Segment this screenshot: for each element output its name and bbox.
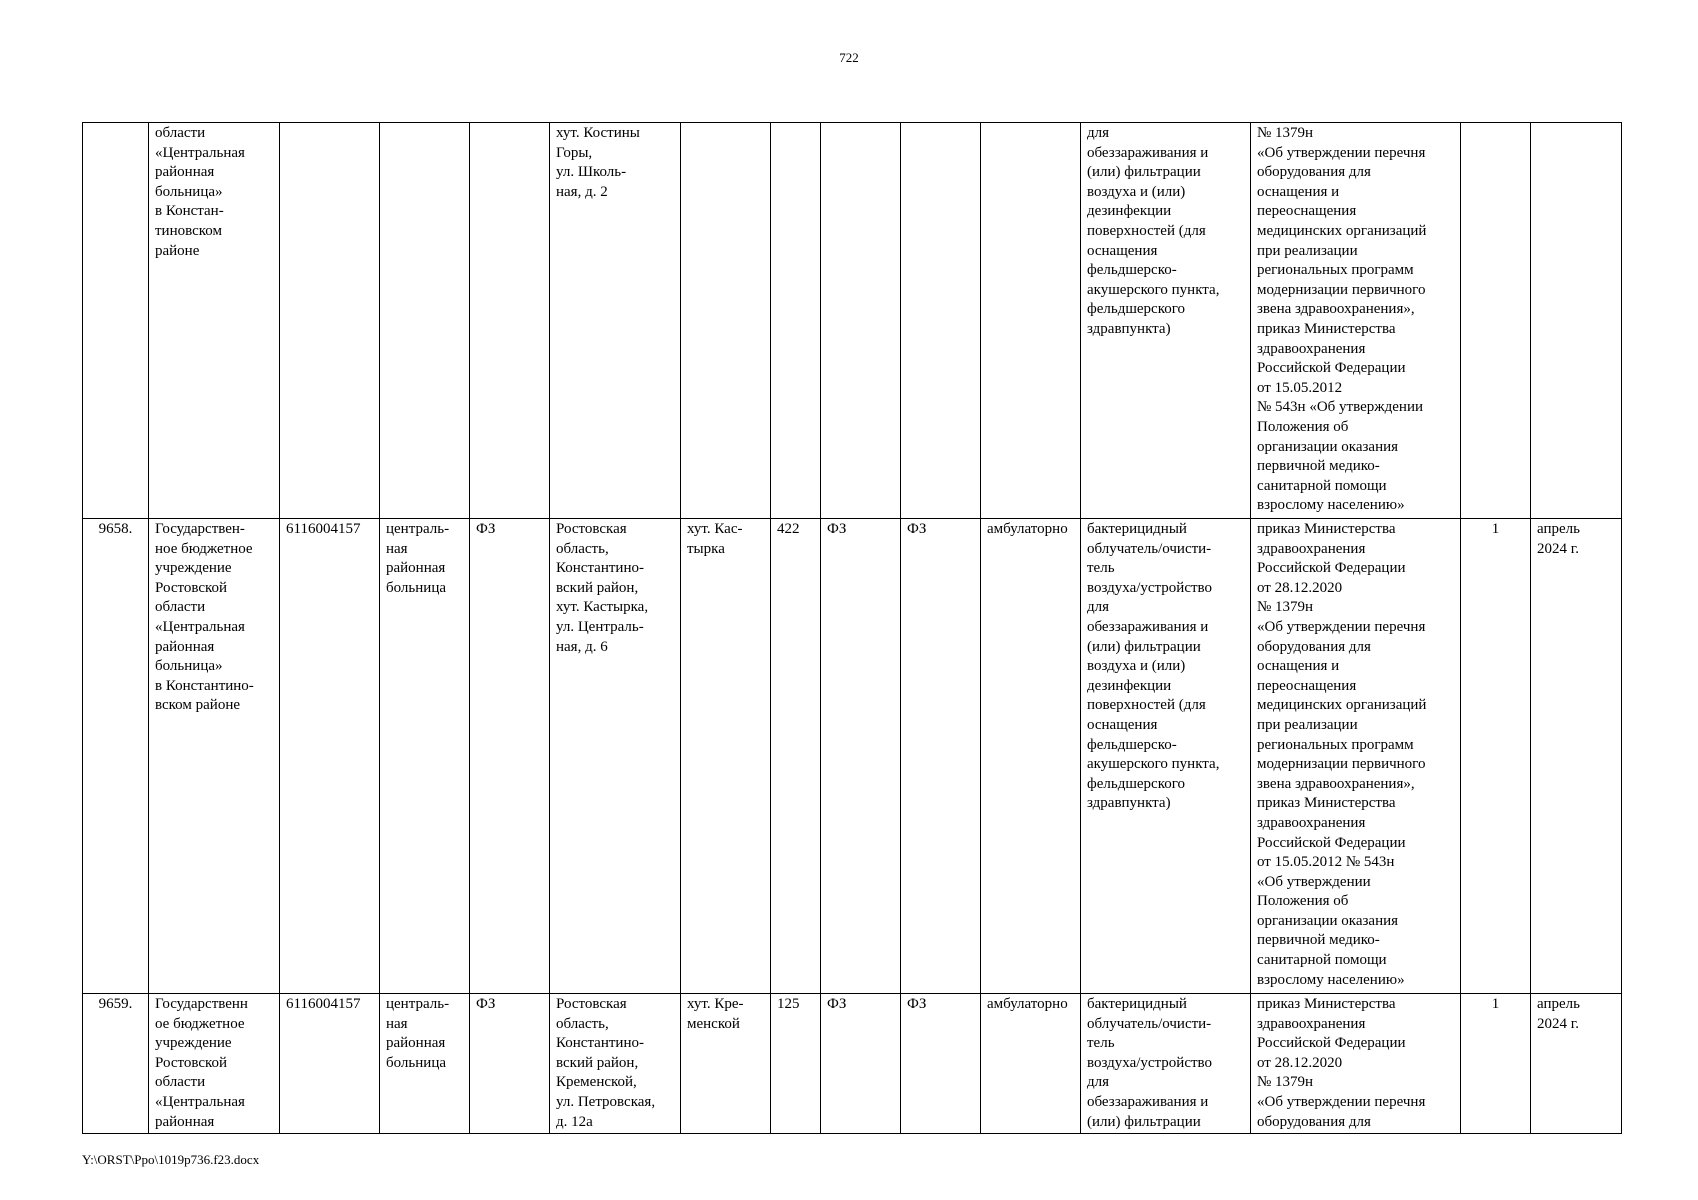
row-number: 9659. xyxy=(83,994,149,1134)
quantity-cell: 1 xyxy=(1461,519,1531,994)
organization-type: централь- ная районная больница xyxy=(380,519,470,994)
organization-name: Государственн ое бюджетное учреждение Ростовской области «Центральная районная xyxy=(149,994,280,1134)
fz-cell: ФЗ xyxy=(821,994,901,1134)
fz-cell: ФЗ xyxy=(821,519,901,994)
care-mode-cell: амбулаторно xyxy=(981,994,1081,1134)
fz-cell xyxy=(470,123,550,519)
fz-cell: ФЗ xyxy=(901,994,981,1134)
population-cell: 125 xyxy=(771,994,821,1134)
address-cell: Ростовская область, Константино- вский район, Кременской, ул. Петровская, д. 12а xyxy=(550,994,681,1134)
settlement-cell: хут. Кре- менской xyxy=(681,994,771,1134)
organization-name: Государствен- ное бюджетное учреждение Ростовской области «Центральная районная больница» в Константино- вском районе xyxy=(149,519,280,994)
legal-basis-cell: № 1379н «Об утверждении перечня оборудования для оснащения и переоснащения медицинских организаций при реализации региональных программ модернизации первичного звена здравоохранения», приказ Министерства здравоохранения Российской Федерации от 15.05.2012 № 543н «Об утверждении Положения об организации оказания первичной медико- санитарной помощи взрослому населению» xyxy=(1251,123,1461,519)
quantity-cell: 1 xyxy=(1461,994,1531,1134)
table-row xyxy=(83,123,1622,519)
equipment-cell: бактерицидный облучатель/очисти- тель воздуха/устройство для обеззараживания и (или) фильтрации воздуха и (или) дезинфекции поверхностей (для оснащения фельдшерско- акушерского пункта, фельдшерского здравпункта) xyxy=(1081,519,1251,994)
care-mode-cell: амбулаторно xyxy=(981,519,1081,994)
legal-basis-cell: приказ Министерства здравоохранения Российской Федерации от 28.12.2020 № 1379н «Об утверждении перечня оборудования для оснащения и переоснащения медицинских организаций при реализации региональных программ модернизации первичного звена здравоохранения», приказ Министерства здравоохранения Российской Федерации от 15.05.2012 № 543н «Об утверждении Положения об организации оказания первичной медико- санитарной помощи взрослому населению» xyxy=(1251,519,1461,994)
page-number: 722 xyxy=(839,50,859,65)
row-number xyxy=(83,123,149,519)
organization-name: области «Центральная районная больница» в Констан- тиновском районе xyxy=(149,123,280,519)
settlement-cell: хут. Кас- тырка xyxy=(681,519,771,994)
equipment-table xyxy=(82,122,1622,1134)
date-cell: апрель 2024 г. xyxy=(1531,994,1622,1134)
legal-basis-cell: приказ Министерства здравоохранения Российской Федерации от 28.12.2020 № 1379н «Об утверждении перечня оборудования для xyxy=(1251,994,1461,1134)
population-cell xyxy=(771,123,821,519)
footer-file-path: Y:\ORST\Ppo\1019p736.f23.docx xyxy=(82,1152,260,1167)
inn-cell xyxy=(280,123,380,519)
address-cell: хут. Костины Горы, ул. Школь- ная, д. 2 xyxy=(550,123,681,519)
row-number: 9658. xyxy=(83,519,149,994)
population-cell: 422 xyxy=(771,519,821,994)
equipment-cell: для обеззараживания и (или) фильтрации воздуха и (или) дезинфекции поверхностей (для оснащения фельдшерско- акушерского пункта, фельдшерского здравпункта) xyxy=(1081,123,1251,519)
settlement-cell xyxy=(681,123,771,519)
equipment-cell: бактерицидный облучатель/очисти- тель воздуха/устройство для обеззараживания и (или) фильтрации xyxy=(1081,994,1251,1134)
care-mode-cell xyxy=(981,123,1081,519)
quantity-cell xyxy=(1461,123,1531,519)
address-cell: Ростовская область, Константино- вский район, хут. Кастырка, ул. Централь- ная, д. 6 xyxy=(550,519,681,994)
fz-cell: ФЗ xyxy=(901,519,981,994)
fz-cell xyxy=(821,123,901,519)
table-row xyxy=(83,519,1622,994)
inn-cell: 6116004157 xyxy=(280,519,380,994)
date-cell: апрель 2024 г. xyxy=(1531,519,1622,994)
inn-cell: 6116004157 xyxy=(280,994,380,1134)
table-row xyxy=(83,994,1622,1134)
fz-cell: ФЗ xyxy=(470,994,550,1134)
date-cell xyxy=(1531,123,1622,519)
fz-cell: ФЗ xyxy=(470,519,550,994)
organization-type xyxy=(380,123,470,519)
fz-cell xyxy=(901,123,981,519)
organization-type: централь- ная районная больница xyxy=(380,994,470,1134)
